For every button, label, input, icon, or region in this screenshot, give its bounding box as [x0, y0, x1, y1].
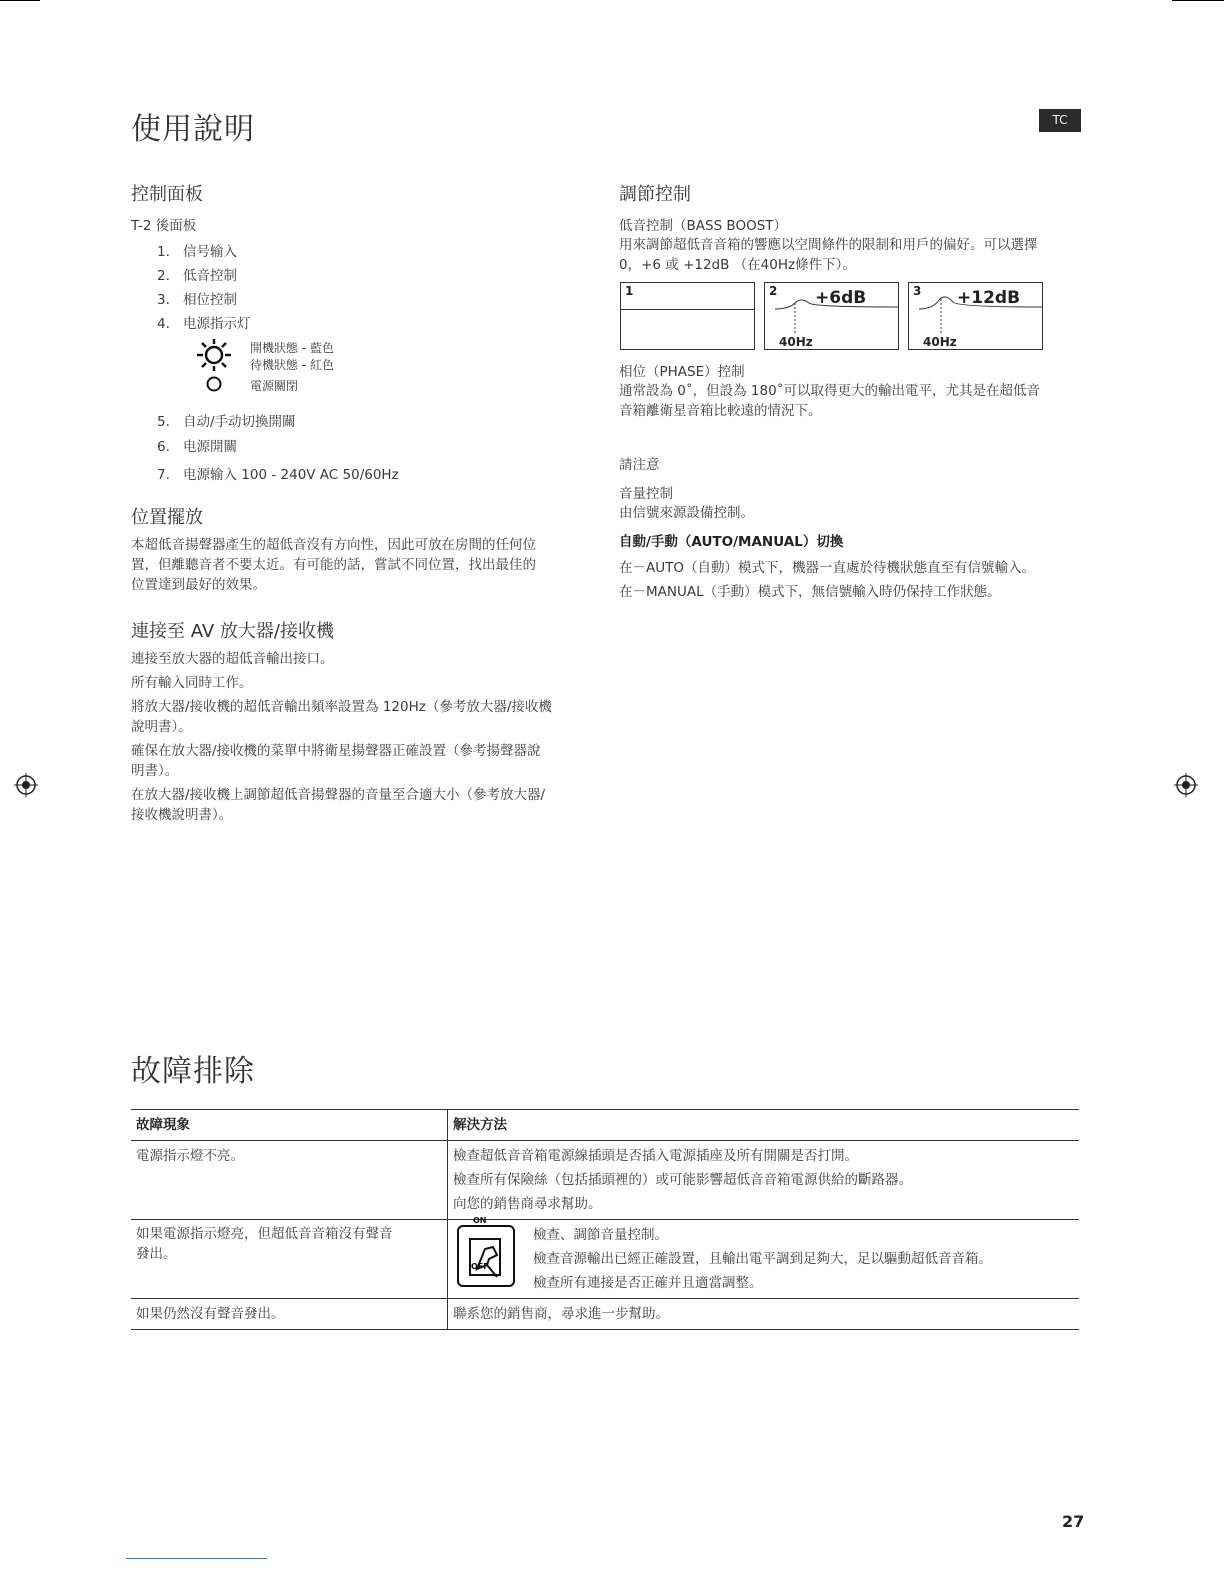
- control-list-continued: [157, 410, 399, 487]
- adjust-heading: 調節控制: [619, 184, 691, 205]
- connect-text: 連接至放大器的超低音輸出接口。 所有輸入同時工作。 將放大器/接收機的超低音輸出頻率設置為 120Hz（參考放大器/接收機 說明書）。 確保在放大器/接收機的菜單中將衛星揚聲器正確設置（參考揚聲器說 明書）。 在放大器/接收機上調節超低音揚聲器的音量至合適大小（參考放大器/ 接收機說明書）。: [131, 651, 552, 823]
- problem-cell: 如果仍然沒有聲音發出。: [131, 1299, 448, 1330]
- power-switch-icon: [457, 1225, 515, 1287]
- footer-rule: [126, 1558, 267, 1559]
- registration-mark-right-icon: [1174, 773, 1198, 797]
- eq-box-12db: 3 +12dB 40Hz: [908, 282, 1043, 350]
- control-panel-heading: 控制面板: [131, 184, 203, 205]
- page-title: 使用說明: [131, 112, 255, 147]
- phase-title: 相位（PHASE）控制: [619, 364, 745, 380]
- volume-text: 由信號來源設備控制。: [619, 505, 754, 521]
- column-header-solution: 解決方法: [453, 1117, 507, 1133]
- eq-box-6db: 2 +6dB 40Hz: [764, 282, 899, 350]
- list-item: 3. 相位控制: [157, 292, 237, 308]
- troubleshooting-table: [131, 1109, 1079, 1330]
- solution-cell: 聯系您的銷售商，尋求進一步幫助。: [453, 1306, 669, 1322]
- placement-text: 本超低音揚聲器產生的超低音沒有方向性，因此可放在房間的任何位 置，但離聽音者不要太近。有可能的話，嘗試不同位置，找出最佳的 位置達到最好的效果。: [131, 537, 536, 593]
- solution-cell: 檢查超低音音箱電源線插頭是否插入電源插座及所有開關是否打開。 檢查所有保險絲（包括插頭裡的）或可能影響超低音音箱電源供給的斷路器。 向您的銷售商尋求幫助。: [453, 1148, 912, 1212]
- led-on-icon: [196, 339, 232, 371]
- switch-off-text: OFF: [471, 1262, 489, 1271]
- connect-heading: 連接至 AV 放大器/接收機: [131, 621, 334, 642]
- eq-box-flat: 1: [620, 282, 755, 350]
- led-standby-state: 待機狀態 - 紅色: [250, 358, 334, 372]
- column-header-problem: 故障現象: [131, 1110, 448, 1141]
- list-item: 1. 信号输入: [157, 244, 237, 260]
- solution-cell: 檢查、調節音量控制。 檢查音源輸出已經正確設置，且輸出電平調到足夠大，足以驅動超低音音箱。 檢查所有連接是否正確并且適當調整。: [448, 1220, 1080, 1299]
- table-row: [131, 1299, 1079, 1330]
- table-header-row: [131, 1110, 1079, 1141]
- switch-on-text: ON: [473, 1216, 487, 1225]
- bass-boost-text: 用來調節超低音音箱的響應以空間條件的限制和用戶的偏好。可以選擇 0，+6 或 +12dB （在40Hz條件下）。: [619, 237, 1038, 273]
- led-on-state: 開機狀態 - 藍色: [250, 341, 334, 355]
- auto-manual-text: 在－AUTO（自動）模式下，機器一直處於待機狀態直至有信號輸入。 在－MANUAL（手動）模式下，無信號輸入時仍保持工作狀態。: [619, 560, 1035, 600]
- led-off-icon: [206, 376, 222, 392]
- page-number: 27: [1062, 1512, 1085, 1531]
- list-item: 7. 电源输入 100 - 240V AC 50/60Hz: [157, 467, 399, 483]
- table-row: [131, 1141, 1079, 1220]
- auto-manual-title: 自動/手動（AUTO/MANUAL）切換: [619, 534, 844, 550]
- registration-mark-left-icon: [14, 773, 38, 797]
- rear-panel-subheading: T-2 後面板: [131, 218, 197, 234]
- list-item: 6. 电源開關: [157, 439, 237, 455]
- list-item: 2. 低音控制: [157, 268, 237, 284]
- troubleshooting-heading: 故障排除: [131, 1054, 255, 1089]
- note-title: 請注意: [619, 457, 660, 473]
- problem-cell: 電源指示燈不亮。: [131, 1141, 448, 1220]
- language-badge: TC: [1039, 109, 1081, 132]
- bass-boost-title: 低音控制（BASS BOOST）: [619, 218, 788, 234]
- list-item: 5. 自动/手动切換開關: [157, 414, 296, 430]
- list-item: 4. 电源指示灯: [157, 316, 251, 332]
- table-row: [131, 1220, 1079, 1299]
- problem-cell: 如果電源指示燈亮，但超低音音箱沒有聲音 發出。: [131, 1220, 448, 1299]
- phase-text: 通常設為 0˚，但設為 180˚可以取得更大的輸出電平，尤其是在超低音 音箱離衛星音箱比較遠的情況下。: [619, 383, 1040, 419]
- placement-heading: 位置擺放: [131, 507, 203, 528]
- crop-mark-top-right: [1172, 0, 1224, 1]
- led-off-state: 電源關閉: [250, 379, 299, 393]
- control-list: [157, 240, 251, 336]
- volume-title: 音量控制: [619, 486, 673, 502]
- crop-mark-top-left: [0, 0, 40, 1]
